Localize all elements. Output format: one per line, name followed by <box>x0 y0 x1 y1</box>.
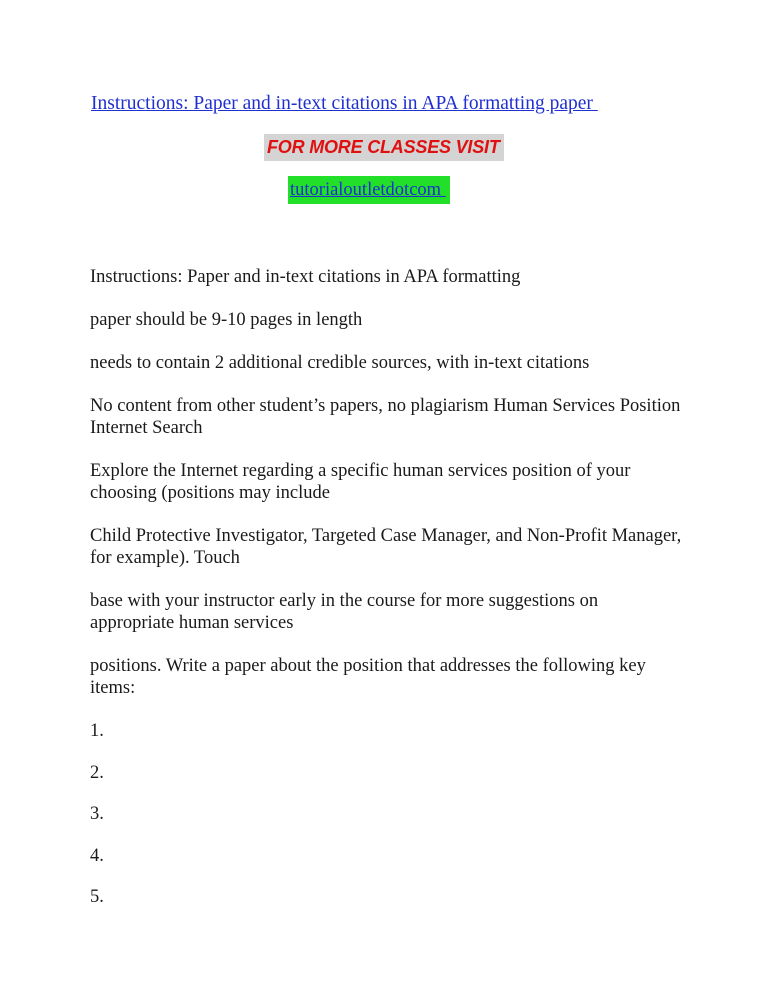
body-text <box>90 266 700 928</box>
paragraph: No content from other student’s papers, no plagiarism Human Services Position Internet Search <box>90 396 681 438</box>
paragraph: paper should be 9-10 pages in length <box>90 310 363 330</box>
paragraph: positions. Write a paper about the position that addresses the following key items: <box>90 656 646 698</box>
promo-banner <box>264 134 504 161</box>
title-link[interactable]: Instructions: Paper and in-text citations in APA formatting paper <box>91 93 598 114</box>
site-link[interactable]: tutorialoutletdotcom <box>290 179 446 200</box>
paragraph: Instructions: Paper and in-text citations in APA formatting <box>90 267 521 287</box>
paragraph: needs to contain 2 additional credible sources, with in-text citations <box>90 353 590 373</box>
list-number: 1. <box>90 721 104 741</box>
promo-text: FOR MORE CLASSES VISIT <box>267 137 500 157</box>
list-number: 5. <box>90 887 104 907</box>
paragraph: base with your instructor early in the course for more suggestions on appropriate human services <box>90 591 599 633</box>
paragraph: Child Protective Investigator, Targeted Case Manager, and Non-Profit Manager, for example). Touch <box>90 526 682 568</box>
list-number: 3. <box>90 804 104 824</box>
list-number: 2. <box>90 762 104 783</box>
paragraph: Explore the Internet regarding a specific human services position of your choosing (positions may include <box>90 461 631 503</box>
site-link-highlight <box>288 176 450 204</box>
list-number: 4. <box>90 845 104 866</box>
